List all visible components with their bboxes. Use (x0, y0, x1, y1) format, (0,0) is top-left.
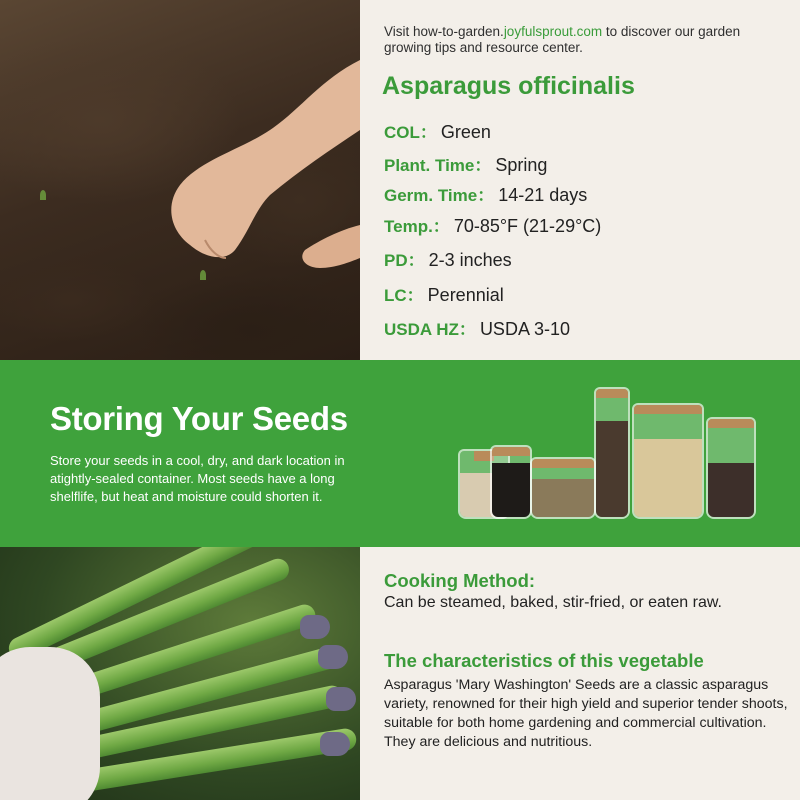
spec-value: 70-85°F (21-29°C) (453, 216, 602, 236)
asparagus-photo (0, 547, 360, 800)
spec-temp (384, 212, 601, 237)
visit-website-text (384, 24, 784, 56)
spec-usda-zone (384, 315, 570, 340)
spec-key: Germ. Time： (384, 186, 495, 205)
spec-color (384, 118, 491, 143)
website-link[interactable]: joyfulsprout.com (503, 24, 603, 39)
plant-info-panel (360, 0, 800, 360)
asparagus-tip (326, 687, 356, 711)
hands-illustration (0, 0, 360, 360)
jar-cork (596, 388, 628, 398)
spec-value: Spring (495, 155, 548, 175)
spec-key: Temp.： (384, 217, 450, 236)
spec-planting-depth (384, 246, 512, 271)
spec-key: Plant. Time： (384, 156, 492, 175)
jar-seeds (532, 479, 594, 517)
jar-cork (532, 458, 594, 468)
jar-seeds (708, 463, 754, 517)
asparagus-tip (318, 645, 348, 669)
storing-seeds-band (0, 360, 800, 547)
spec-value: USDA 3-10 (479, 319, 570, 339)
spec-value: 14-21 days (498, 185, 588, 205)
characteristics-text: Asparagus 'Mary Washington' Seeds are a classic asparagus variety, renowned for their high yield and superior tender shoots, suitable for both home gardening and commercial cultivation. They are delicious and nutritious. (384, 677, 788, 750)
spec-value: Green (440, 122, 491, 142)
jar-cork (492, 446, 530, 456)
seed-jar (594, 387, 630, 519)
spec-key: PD： (384, 251, 425, 270)
seed-jar (490, 445, 532, 519)
spec-life-cycle (384, 281, 504, 306)
seed-jar (632, 403, 704, 519)
cooking-method-text: Can be steamed, baked, stir-fried, or eaten raw. (384, 594, 722, 611)
asparagus-tip (300, 615, 330, 639)
spec-value: 2-3 inches (428, 250, 512, 270)
spec-value: Perennial (427, 285, 504, 305)
spec-plant-time (384, 151, 547, 176)
visit-prefix: Visit how-to-garden. (384, 24, 504, 39)
spec-key: LC： (384, 286, 424, 305)
spec-key: COL： (384, 123, 437, 142)
jar-cork (634, 404, 702, 414)
hand-shape (0, 647, 100, 800)
plant-title: Asparagus officinalis (382, 72, 635, 100)
visit-suffix: to discover our garden growing tips and resource center. (384, 24, 741, 55)
seed-jar (530, 457, 596, 519)
asparagus-tip (320, 732, 350, 756)
jar-cork (708, 418, 754, 428)
seed-jar (706, 417, 756, 519)
cooking-method-heading: Cooking Method: (384, 570, 536, 591)
characteristics-heading: The characteristics of this vegetable (384, 650, 704, 671)
spec-key: USDA HZ： (384, 320, 476, 339)
jar-seeds (492, 463, 530, 517)
spec-germ-time (384, 181, 587, 206)
storing-seeds-text: Store your seeds in a cool, dry, and dark location in atightly-sealed container. Most seeds have a long shelflife, but heat and moisture could shorten it. (50, 453, 345, 504)
storing-seeds-title: Storing Your Seeds (50, 400, 348, 437)
soil-hand-photo (0, 0, 360, 360)
jar-seeds (634, 439, 702, 517)
jar-seeds (596, 421, 628, 517)
